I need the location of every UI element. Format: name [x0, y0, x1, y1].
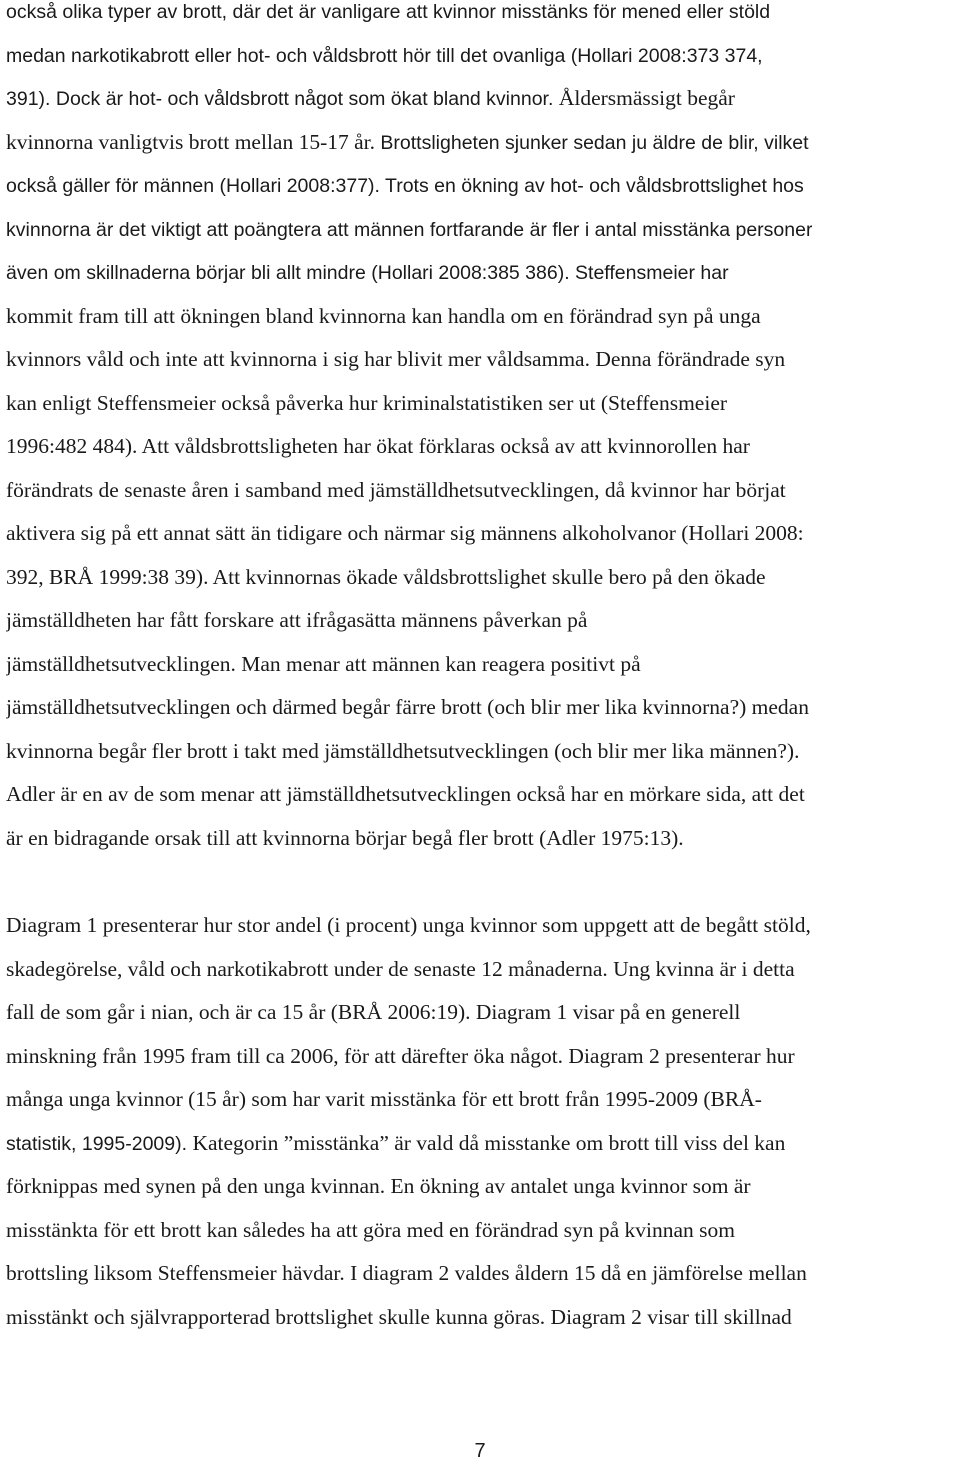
- text-line: [6, 469, 812, 513]
- text-run: misstänkta för ett brott kan således ha att göra med en förändrad syn på kvinnan som: [6, 1217, 736, 1242]
- text-run: misstänkt och självrapporterad brottslighet skulle kunna göras. Diagram 2 visar till skillnad: [6, 1304, 792, 1329]
- text-line: [6, 643, 812, 687]
- text-line: [6, 77, 812, 121]
- text-line: [6, 904, 811, 948]
- text-line: [6, 773, 812, 817]
- text-line: [6, 425, 812, 469]
- text-run: kan enligt Steffensmeier också påverka hur kriminalstatistiken ser ut (Steffensmeier: [6, 390, 728, 415]
- text-run: 1996:482 484). Att våldsbrottsligheten har ökat förklaras också av att kvinnorollen har: [6, 434, 750, 458]
- text-run: många unga kvinnor (15 år) som har varit misstänka för ett brott från 1995-2009 (BRÅ-: [6, 1087, 762, 1111]
- text-line: [6, 512, 812, 556]
- text-line: [6, 599, 812, 643]
- text-line: [6, 208, 812, 252]
- text-line: [6, 556, 812, 600]
- text-run: brottsling liksom Steffensmeier hävdar. I diagram 2 valdes åldern 15 då en jämförelse mellan: [6, 1261, 807, 1285]
- text-run: kvinnors våld och inte att kvinnorna i sig har blivit mer våldsamma. Denna förändrade syn: [6, 347, 786, 371]
- text-run: jämställdhetsutvecklingen. Man menar att männen kan reagera positivt på: [6, 651, 641, 676]
- text-line: [6, 686, 812, 730]
- text-run: Brottsligheten sjunker sedan ju äldre de blir, vilket: [380, 131, 809, 154]
- text-line: [6, 1035, 811, 1079]
- text-run: medan narkotikabrott eller hot- och våldsbrott hör till det ovanliga (Hollari 2008:373 374,: [6, 44, 763, 67]
- text-line: [6, 0, 812, 34]
- text-line: [6, 948, 811, 992]
- text-run: minskning från 1995 fram till ca 2006, för att därefter öka något. Diagram 2 presenterar hur: [6, 1043, 795, 1068]
- text-line: [6, 251, 812, 295]
- text-line: [6, 1209, 811, 1253]
- text-run: Åldersmässigt begår: [558, 86, 735, 110]
- text-line: [6, 730, 812, 774]
- text-run: också gäller för männen (Hollari 2008:377). Trots en ökning av hot- och våldsbrottslighet hos: [6, 175, 804, 197]
- paragraph-women-crime: [6, 0, 812, 860]
- text-run: kvinnorna begår fler brott i takt med jämställdhetsutvecklingen (och blir mer lika männen?).: [6, 738, 800, 763]
- text-line: [6, 295, 812, 339]
- text-run: även om skillnaderna börjar bli allt mindre (Hollari 2008:385 386). Steffensmeier har: [6, 262, 729, 284]
- text-line: [6, 1078, 811, 1122]
- text-run: 392, BRÅ 1999:38 39). Att kvinnornas ökade våldsbrottslighet skulle bero på den ökade: [6, 564, 766, 589]
- text-line: [6, 34, 812, 78]
- text-run: Kategorin ”misstänka” är vald då misstanke om brott till viss del kan: [192, 1130, 786, 1155]
- text-run: Diagram 1 presenterar hur stor andel (i procent) unga kvinnor som uppgett att de begått stöld,: [6, 913, 811, 937]
- text-line: [6, 1122, 811, 1166]
- text-run: är en bidragande orsak till att kvinnorna börjar begå fler brott (Adler 1975:13).: [6, 825, 684, 850]
- text-run: jämställdhetsutvecklingen och därmed begår färre brott (och blir mer lika kvinnorna?) medan: [6, 695, 809, 719]
- text-line: [6, 817, 812, 861]
- text-line: [6, 338, 812, 382]
- text-run: kvinnorna vanligtvis brott mellan 15-17 år.: [6, 129, 381, 154]
- text-line: [6, 1252, 811, 1296]
- paragraph-diagram-description: [6, 904, 811, 1339]
- text-run: också olika typer av brott, där det är vanligare att kvinnor misstänks för mened eller stöld: [6, 1, 771, 23]
- text-line: [6, 991, 811, 1035]
- text-run: fall de som går i nian, och är ca 15 år (BRÅ 2006:19). Diagram 1 visar på en generell: [6, 1000, 741, 1024]
- text-run: kommit fram till att ökningen bland kvinnorna kan handla om en förändrad syn på unga: [6, 303, 761, 328]
- text-run: förändrats de senaste åren i samband med jämställdhetsutvecklingen, då kvinnor har börjat: [6, 477, 786, 502]
- text-run: kvinnorna är det viktigt att poängtera att männen fortfarande är fler i antal misstänka personer: [6, 218, 813, 241]
- text-run: förknippas med synen på den unga kvinnan. En ökning av antalet unga kvinnor som är: [6, 1174, 751, 1198]
- text-run: aktivera sig på ett annat sätt än tidigare och närmar sig männens alkoholvanor (Hollari 2008:: [6, 521, 804, 545]
- text-run: 391). Dock är hot- och våldsbrott något som ökat bland kvinnor.: [6, 88, 559, 110]
- text-line: [6, 121, 812, 165]
- text-run: skadegörelse, våld och narkotikabrott under de senaste 12 månaderna. Ung kvinna är i detta: [6, 956, 795, 981]
- text-run: jämställdheten har fått forskare att ifrågasätta männens påverkan på: [6, 608, 588, 632]
- text-line: [6, 164, 812, 208]
- text-line: [6, 382, 812, 426]
- text-line: [6, 1165, 811, 1209]
- text-run: Adler är en av de som menar att jämställdhetsutvecklingen också har en mörkare sida, att det: [6, 782, 805, 806]
- text-run: statistik, 1995-2009).: [6, 1132, 193, 1155]
- text-line: [6, 1296, 811, 1340]
- page-number: 7: [474, 1440, 486, 1462]
